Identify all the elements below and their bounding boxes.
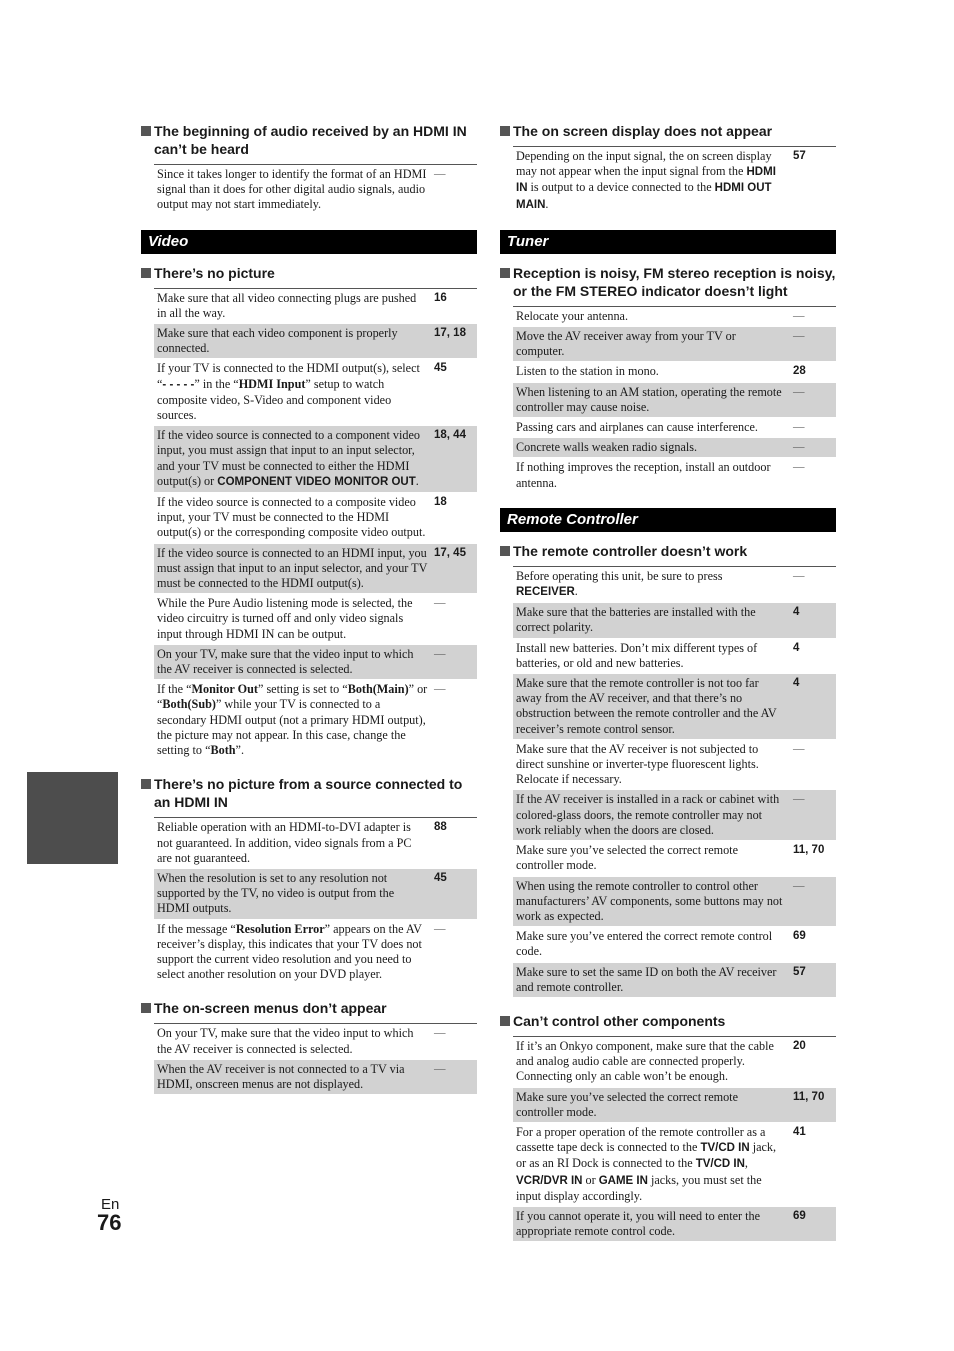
section-band: Video [141,230,477,254]
remedy-text [157,871,428,917]
text-run: Both(Sub) [162,697,216,712]
text-run: HDMI Input [238,376,306,391]
page-reference: — [434,647,446,660]
table-row [513,790,836,841]
page-reference: 16 [434,291,447,304]
text-run: jack, or as an RI Dock is connected to the [516,1140,777,1171]
text-run: or [582,1172,599,1187]
page-reference: 18, 44 [434,429,466,442]
table-row [513,438,836,458]
remedy-text [516,605,787,635]
square-bullet-icon [141,126,151,136]
page-reference: 4 [793,641,800,654]
text-run: If nothing improves the reception, install an outdoor antenna. [516,460,771,490]
remedy-text [516,641,787,671]
text-run: For a proper operation of the remote controller as a cassette tape deck is connected to the [516,1124,766,1155]
text-run: When listening to an AM station, operating the remote controller may cause noise. [516,384,782,414]
table-row [513,740,836,791]
remedy-text [157,546,428,592]
text-run: GAME IN [598,1174,648,1187]
problem-heading [500,264,836,300]
remedy-table [154,288,477,762]
text-run: Monitor Out [191,682,258,697]
table-row [513,1123,836,1207]
page-reference: 11, 70 [793,1090,825,1103]
remedy-text [516,929,787,959]
page-reference: 17, 45 [434,546,466,559]
text-run: RECEIVER [516,586,575,599]
table-row [513,603,836,638]
page-reference: 4 [793,606,800,619]
text-run: If it’s an Onkyo component, make sure that the cable and analog audio cable are connected properly. Connecting only an cable won’t be enough. [516,1038,774,1084]
page-reference: 69 [793,930,806,943]
text-run: Concrete walls weaken radio signals. [516,440,698,455]
table-row [513,418,836,438]
heading-text: Can’t control other components [513,1012,726,1029]
remedy-text [516,792,787,838]
text-run: is output to a device connected to the [527,180,715,195]
table-row [154,324,477,359]
text-run: If the video source is connected to a composite video input, your TV must be connected to the HDMI output(s) or the corresponding composite video output. [157,495,426,540]
page-reference: — [434,597,446,610]
remedy-text [157,326,428,356]
remedy-table [513,566,836,998]
table-row [154,544,477,595]
remedy-text [157,291,428,321]
page-reference: 28 [793,365,806,378]
table-row [154,680,477,761]
left-column [141,122,477,1109]
remedy-text [516,385,787,415]
remedy-text [516,843,787,873]
heading-text: There’s no picture [154,264,275,281]
remedy-text [516,1090,787,1120]
text-run: Resolution Error [235,921,325,936]
table-row [154,1024,477,1059]
page-reference: 18 [434,496,447,509]
text-run: ” while your TV is connected to a secondary HDMI output (not a primary HDMI output), the picture may not appear. In this case, change the setting to “ [157,697,426,758]
remedy-text [516,329,787,359]
page-reference: — [434,922,446,935]
remedy-text [516,676,787,737]
remedy-text [157,167,428,213]
text-run: Make sure that the AV receiver is not subjected to direct sunshine or inverter-type fluorescent lights. Relocate if necessary. [516,741,759,787]
text-run: ” or “ [157,682,428,712]
table-row [513,1037,836,1088]
problem-heading [141,264,477,282]
text-run: , [744,1156,748,1171]
remedy-text [516,965,787,995]
page-reference: — [434,1062,446,1075]
text-run: Depending on the input signal, the on screen display may not appear when the input signal from the [516,149,772,179]
table-row [154,818,477,869]
text-run: jacks, you must set the input display accordingly. [516,1172,762,1203]
text-run: Since it takes longer to identify the format of an HDMI signal than it does for other digital audio signals, audio output may not start immediately. [157,167,427,212]
remedy-text [516,364,787,379]
text-run: If you cannot operate it, you will need to enter the appropriate remote control code. [516,1208,761,1239]
page-language: En [101,1196,120,1213]
text-run: Make sure you’ve entered the correct remote control code. [516,929,773,959]
remedy-table [154,164,477,216]
text-run: When the AV receiver is not connected to a TV via HDMI, onscreen menus are not displayed. [157,1061,405,1091]
page-reference: 41 [793,1125,806,1138]
table-row [513,1207,836,1242]
table-row [513,1088,836,1123]
text-run: If your TV is connected to the HDMI output(s), select “ [157,361,420,391]
text-run: Move the AV receiver away from your TV or computer. [516,329,736,359]
remedy-text [516,420,787,435]
text-run: Make sure that each video component is properly connected. [157,326,398,356]
remedy-table [154,817,477,985]
text-run: TV/CD IN [700,1142,750,1155]
page-reference: — [793,879,805,892]
table-row [154,869,477,920]
text-run: Make sure you’ve selected the correct remote controller mode. [516,843,738,873]
table-row [513,307,836,327]
table-row [154,594,477,645]
table-row [513,362,836,382]
page-reference: — [793,569,805,582]
remedy-text [516,1125,787,1204]
text-run: On your TV, make sure that the video input to which the AV receiver is connected is selected. [157,646,414,677]
page-reference: 57 [793,965,806,978]
text-run: HDMI OUT MAIN [516,182,772,211]
text-run: Both [210,743,236,758]
remedy-text [157,428,428,490]
table-row [513,963,836,998]
text-run: When using the remote controller to control other manufacturers’ AV components, some buttons may not work as expected. [516,878,783,923]
page-reference: 20 [793,1039,806,1052]
table-row [513,383,836,418]
problem-heading [141,775,477,811]
text-run: Passing cars and airplanes can cause interference. [516,420,758,435]
remedy-text [516,149,787,213]
heading-text: The beginning of audio received by an HDMI IN can’t be heard [154,123,467,157]
table-row [154,493,477,544]
page-reference: — [793,461,805,474]
heading-text: The remote controller doesn’t work [513,542,748,559]
page-reference: 11, 70 [793,844,825,857]
text-run: Make sure that the batteries are installed with the correct polarity. [516,605,756,635]
text-run: Make sure to set the same ID on both the AV receiver and remote controller. [516,964,777,994]
text-run: If the message “ [157,921,236,936]
problem-heading [500,1012,836,1030]
page-reference: — [434,168,446,180]
text-run: ” setting is set to “ [257,682,348,697]
remedy-table [513,146,836,216]
text-run: VCR/DVR IN [516,1174,583,1187]
table-row [154,645,477,680]
table-row [513,458,836,493]
remedy-text [516,742,787,788]
text-run: - - - - - [162,378,195,391]
remedy-text [157,647,428,677]
table-row [513,927,836,962]
text-run: . [415,473,419,488]
right-column [500,122,836,1256]
page-reference: — [793,330,805,343]
page-reference: 88 [434,821,447,834]
table-row [154,359,477,426]
text-run: If the AV receiver is installed in a rack or cabinet with colored-glass doors, the remote controller may not work reliably when the doors are closed. [516,792,780,837]
page-reference: 45 [434,362,447,375]
table-row [154,1060,477,1095]
page-reference: 4 [793,677,800,690]
table-row [154,165,477,216]
page-number: 76 [97,1210,122,1235]
page-reference: — [793,793,805,806]
problem-heading [141,999,477,1017]
remedy-text [516,1209,787,1239]
section-band: Tuner [500,230,836,254]
text-run: Both(Main) [347,682,409,697]
table-row [513,674,836,740]
text-run: COMPONENT VIDEO MONITOR OUT [217,475,416,488]
square-bullet-icon [500,546,510,556]
page-reference: — [793,742,805,755]
heading-text: The on screen display does not appear [513,123,773,139]
text-run: On your TV, make sure that the video input to which the AV receiver is connected is selected. [157,1026,414,1056]
remedy-text [516,440,787,455]
page-reference: 57 [793,150,806,162]
page-reference: — [793,421,805,434]
text-run: Listen to the station in mono. [516,364,659,379]
remedy-text [157,361,428,423]
remedy-text [516,569,787,600]
page-reference: 69 [793,1209,806,1222]
text-run: When the resolution is set to any resolution not supported by the TV, no video is output from the HDMI outputs. [157,870,395,916]
text-run: ” appears on the AV receiver’s display, this indicates that your TV does not support the current video resolution and you need to select another resolution on your DVD player. [157,921,422,982]
remedy-text [516,1039,787,1085]
page-reference: — [434,683,446,696]
heading-text: There’s no picture from a source connected to an HDMI IN [154,776,463,811]
remedy-table [513,306,836,494]
remedy-table [154,1023,477,1095]
page-reference: — [793,309,805,322]
text-run: Make sure that the remote controller is not too far away from the AV receiver, and that there’s no obstruction between the remote controller and the AV receiver’s remote control sensor. [516,676,777,736]
text-run: Reliable operation with an HDMI-to-DVI adapter is not guaranteed. In addition, video signals from a PC are not guaranteed. [157,820,412,865]
page-reference: — [793,441,805,454]
table-row [154,426,477,493]
text-run: If the “ [157,682,192,697]
remedy-text [157,596,428,642]
square-bullet-icon [141,1003,151,1013]
text-run: Install new batteries. Don’t mix different types of batteries, or old and new batteries. [516,640,758,670]
square-bullet-icon [141,779,151,789]
text-run: ” setup to watch composite video, S-Video and component video sources. [157,376,392,423]
text-run: Before operating this unit, be sure to press [516,568,723,583]
page-reference: 17, 18 [434,327,466,340]
table-row [513,327,836,362]
remedy-text [516,309,787,324]
heading-text: Reception is noisy, FM stereo reception is noisy, or the FM STEREO indicator doesn’t light [513,264,836,299]
text-run: Make sure you’ve selected the correct remote controller mode. [516,1089,738,1119]
table-row [513,639,836,674]
text-run: TV/CD IN [695,1158,745,1171]
text-run: Relocate your antenna. [516,308,629,323]
table-row [513,147,836,216]
text-run: ”. [235,743,245,758]
table-row [154,289,477,324]
remedy-table [513,1036,836,1242]
page-reference: — [434,1027,446,1040]
page-reference: 45 [434,871,447,884]
square-bullet-icon [500,126,510,136]
problem-heading [500,542,836,560]
text-run: Make sure that all video connecting plugs are pushed in all the way. [157,290,417,320]
remedy-text [157,495,428,541]
text-run: While the Pure Audio listening mode is selected, the video circuitry is turned off and only video signals input through HDMI IN can be output. [157,596,413,641]
table-row [513,841,836,876]
problem-heading [141,122,477,158]
remedy-text [516,879,787,925]
text-run: HDMI IN [516,166,776,195]
section-band: Remote Controller [500,508,836,532]
remedy-text [157,1026,428,1056]
problem-heading [500,122,836,140]
text-run: . [574,584,578,599]
square-bullet-icon [141,268,151,278]
page-reference: — [793,385,805,398]
remedy-text [516,460,787,490]
text-run: . [545,196,549,211]
square-bullet-icon [500,1016,510,1026]
heading-text: The on-screen menus don’t appear [154,1000,387,1017]
remedy-text [157,922,428,983]
text-run: If the video source is connected to an HDMI input, you must assign that input to an input selector, and your TV must be connected to the HDMI output(s). [157,545,428,591]
remedy-text [157,1062,428,1092]
remedy-text [157,682,428,758]
square-bullet-icon [500,268,510,278]
table-row [513,877,836,928]
text-run: ” in the “ [194,376,239,391]
text-run: If the video source is connected to a component video input, you must assign that input to an input selector, and your TV must be connected to either the HDMI output(s) or [157,428,420,488]
section-tab [27,772,118,864]
table-row [154,920,477,986]
table-row [513,567,836,603]
remedy-text [157,820,428,866]
